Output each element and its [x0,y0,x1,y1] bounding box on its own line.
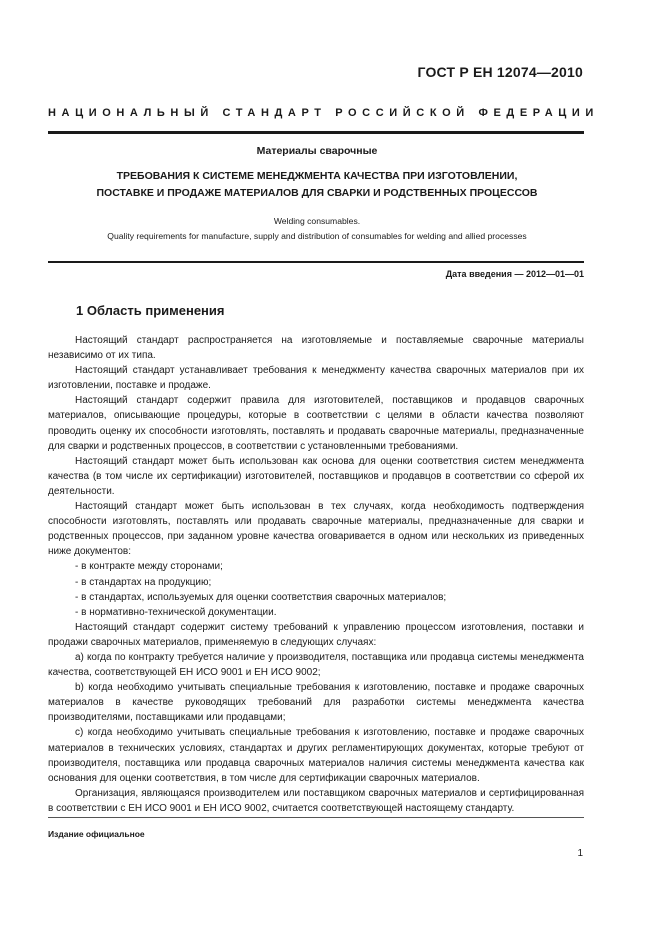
list-item: - в нормативно-технической документации. [75,606,277,618]
document-code: ГОСТ Р ЕН 12074—2010 [417,64,583,80]
title-line-2: ПОСТАВКЕ И ПРОДАЖЕ МАТЕРИАЛОВ ДЛЯ СВАРКИ И РОДСТВЕННЫХ ПРОЦЕССОВ [96,187,538,199]
edition-label: Издание официальное [48,829,145,839]
paragraph: c) когда необходимо учитывать специальные требования к изготовлению, поставке и продаже сварочных материалов в технических условиях, стандартах и других регламентирующих документах, которые требуют от производителя, поставщика или продавца сварочных материалов наличия системы менеджмента качества как основания для оценки соответствия, в том числе для сертификации сварочных материалов. [48,727,584,784]
paragraph: Организация, являющаяся производителем или поставщиком сварочных материалов и сертифицированная в соответствии с ЕН ИСО 9001 и ЕН ИСО 9002, считается соответствующей настоящему стандарту. [48,787,584,814]
paragraph: Настоящий стандарт содержит правила для изготовителей, поставщиков и продавцов сварочных материалов, описывающие процедуры, которые в соответствии с целями в области качества позволяют проводить оценку их способности изготовлять, поставлять и продавать сварочные материалы, предназначенные для сварки и родственных процессов, в соответствии с установленными требованиями. [48,395,584,452]
paragraph: Настоящий стандарт может быть использован как основа для оценки соответствия систем менеджмента качества (в том числе их сертификации) изготовителей, поставщиков и продавцов в соответствии со сферой их деятельности. [48,455,584,497]
list-item: - в стандартах, используемых для оценки соответствия сварочных материалов; [75,591,447,603]
section-body [48,333,584,816]
paragraph: Настоящий стандарт распространяется на изготовляемые и поставляемые сварочные материалы независимо от их типа. [48,335,584,362]
english-title [48,214,586,244]
list-item: - в контракте между сторонами; [75,561,223,573]
page-number: 1 [577,848,583,859]
footer-divider [48,817,584,818]
paragraph: a) когда по контракту требуется наличие у производителя, поставщика или продавца системы менеджмента качества, соответствующей ЕН ИСО 9001 и ЕН ИСО 9002; [48,651,584,679]
introduction-date: Дата введения — 2012—01—01 [445,269,584,279]
document-title [48,168,586,202]
english-title-line-2: Quality requirements for manufacture, supply and distribution of consumables for welding and allied processes [107,231,527,241]
title-line-1: ТРЕБОВАНИЯ К СИСТЕМЕ МЕНЕДЖМЕНТА КАЧЕСТВА ПРИ ИЗГОТОВЛЕНИИ, [116,170,518,182]
top-divider [48,131,584,134]
document-subtitle: Материалы сварочные [256,145,378,157]
national-standard-heading: НАЦИОНАЛЬНЫЙ СТАНДАРТ РОССИЙСКОЙ ФЕДЕРАЦИИ [48,107,599,119]
paragraph: b) когда необходимо учитывать специальные требования к изготовлению, поставке и продаже сварочных материалов в качестве руководящих требований для разработки системы менеджмента качества производителями, поставщиками или продавцами; [48,682,584,724]
english-title-line-1: Welding consumables. [273,216,361,226]
title-divider [48,261,584,263]
paragraph: Настоящий стандарт может быть использован в тех случаях, когда необходимость подтверждения способности изготовлять, поставлять или продавать сварочные материалы, предназначенные для сварки и родственных процессов, при заданном уровне качества оговаривается в одном или нескольких из приведенных ниже документов: [48,501,584,558]
paragraph: Настоящий стандарт устанавливает требования к менеджменту качества сварочных материалов при их изготовлении, поставке и продаже. [48,365,584,392]
list-item: - в стандартах на продукцию; [75,576,212,588]
section-heading: 1 Область применения [76,303,225,318]
paragraph: Настоящий стандарт содержит систему требований к управлению процессом изготовления, поставки и продажи сварочных материалов, применяемую в следующих случаях: [48,621,584,648]
